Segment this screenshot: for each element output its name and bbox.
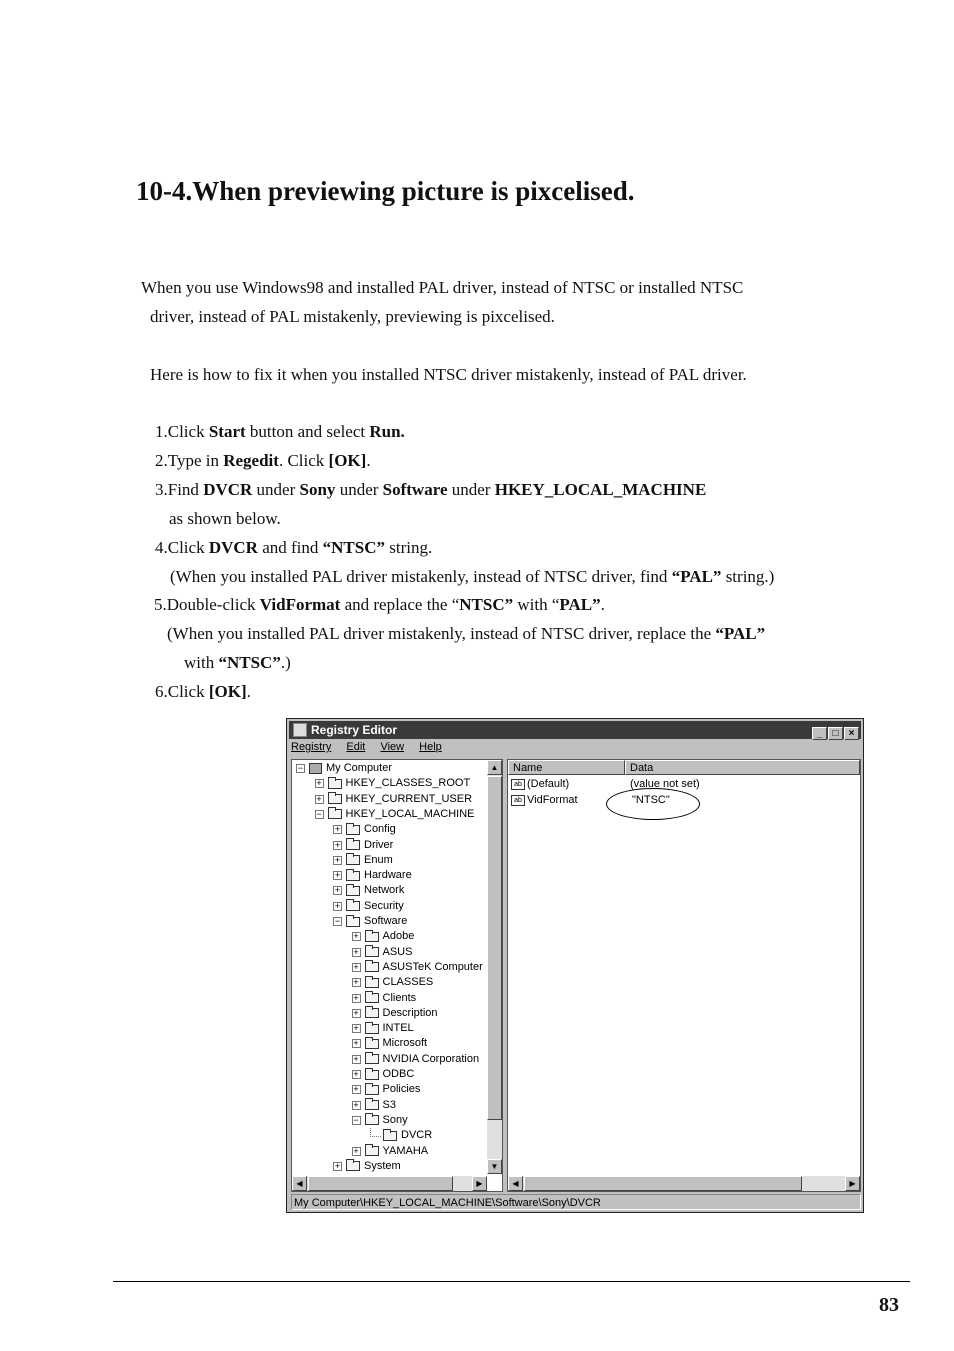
step-3-continuation: as shown below. [169,509,281,528]
tree-item-label: HKEY_CURRENT_USER [345,792,473,805]
tree-item[interactable] [352,1113,408,1128]
maximize-button[interactable]: □ [828,727,843,740]
folder-icon [346,1161,360,1171]
ab-string-icon: ab [511,795,525,806]
tree-item[interactable] [315,807,475,822]
folder-icon [365,1070,379,1080]
tree-item-label: Enum [364,853,393,866]
tree-item-label: Adobe [382,930,415,943]
folder-icon [346,917,360,927]
expand-icon[interactable]: + [353,1053,359,1064]
expand-icon[interactable]: + [353,931,359,942]
tree-vertical-scrollbar[interactable] [487,760,502,1174]
step-6: 6.Click [OK]. [155,682,251,701]
collapse-icon[interactable]: − [334,916,341,926]
tree-item-label: ASUS [382,945,413,958]
step-1: 1.Click Start button and select Run. [155,422,405,441]
menu-bar [291,741,454,757]
folder-icon [365,993,379,1003]
computer-icon [309,763,322,774]
registry-editor-icon [293,723,307,737]
step-5-note-continuation: with “NTSC”.) [184,653,291,672]
window-title: Registry Editor [311,723,398,737]
expand-icon[interactable]: + [334,824,341,835]
folder-icon [346,901,360,911]
folder-icon [346,886,360,896]
folder-icon [365,1115,379,1125]
tree-item-label: Network [364,884,405,897]
tree-horizontal-scrollbar[interactable] [292,1176,487,1191]
tree-item-label: YAMAHA [382,1144,429,1157]
expand-icon[interactable]: + [316,793,322,804]
tree-item[interactable] [315,776,471,791]
folder-icon [328,779,342,789]
menu-edit[interactable]: Edit [346,741,366,753]
tree-vertical-scroll-thumb[interactable] [487,776,502,1120]
tree-horizontal-scroll-thumb[interactable] [308,1176,453,1191]
expand-icon[interactable]: + [353,977,359,988]
tree-item-label: Software [364,915,408,927]
highlight-ellipse [606,788,700,820]
scroll-down-icon[interactable]: ▼ [487,1159,502,1174]
tree-item[interactable] [315,792,473,807]
expand-icon[interactable]: + [353,961,359,972]
folder-icon [365,947,379,957]
ab-string-icon: ab [511,779,525,790]
expand-icon[interactable]: + [316,778,322,789]
expand-icon[interactable]: + [353,1007,359,1018]
step-2: 2.Type in Regedit. Click [OK]. [155,451,371,470]
menu-help[interactable]: Help [419,741,442,753]
folder-icon [346,855,360,865]
tree-item[interactable] [352,1067,415,1082]
tree-item[interactable] [352,975,434,990]
tree-item[interactable] [333,853,393,868]
folder-icon [365,1039,379,1049]
registry-editor-window [286,718,864,1213]
tree-item-label: Clients [382,991,417,1004]
scroll-right-icon[interactable]: ▶ [845,1176,860,1191]
tree-item[interactable] [333,914,407,929]
tree-item-label: Security [364,899,404,912]
tree-item-label: DVCR [401,1129,433,1142]
tree-item-label: Description [382,1006,438,1019]
value-row[interactable] [511,793,578,808]
folder-icon [346,825,360,835]
value-name: VidFormat [527,794,578,806]
section-heading: 10-4.When previewing picture is pixcelised. [136,176,635,206]
expand-icon[interactable]: + [334,870,341,881]
folder-icon [365,1024,379,1034]
tree-item-label: NVIDIA Corporation [382,1052,480,1065]
folder-icon [365,932,379,942]
close-button[interactable]: × [844,727,859,740]
expand-icon[interactable]: + [334,885,341,896]
page-number: 83 [879,1294,899,1316]
value-name: (Default) [527,778,570,790]
tree-item-label: S3 [382,1098,396,1111]
tree-item-label: HKEY_CLASSES_ROOT [345,777,471,790]
column-header-name[interactable]: Name [508,760,625,775]
scroll-right-icon[interactable]: ▶ [472,1176,487,1191]
tree-item-label: Policies [382,1083,421,1096]
folder-icon [365,1054,379,1064]
tree-item-label: ODBC [382,1068,415,1080]
values-list-pane[interactable] [507,759,861,1192]
tree-item-label: Microsoft [382,1037,428,1050]
list-horizontal-scrollbar[interactable] [508,1176,860,1191]
tree-item[interactable] [333,883,404,898]
tree-item[interactable] [352,1021,414,1036]
expand-icon[interactable]: + [353,1038,359,1049]
tree-item-label: INTEL [382,1022,414,1035]
scroll-up-icon[interactable]: ▲ [487,760,502,775]
open-folder-icon [383,1131,397,1141]
expand-icon[interactable]: + [353,946,359,957]
tree-item[interactable] [296,761,392,776]
expand-icon[interactable]: + [353,1023,359,1034]
folder-icon [346,871,360,881]
list-horizontal-scroll-thumb[interactable] [524,1176,802,1191]
step-5-note: (When you installed PAL driver mistakenly, instead of NTSC driver, replace the “PAL” [167,624,766,643]
tree-item[interactable] [352,1082,421,1097]
tree-item-label: Driver [364,838,394,851]
tree-item-label: System [364,1159,401,1172]
tree-item[interactable] [352,1036,428,1051]
tree-item-label: Sony [382,1113,408,1126]
status-bar: My Computer\HKEY_LOCAL_MACHINE\Software\Sony\DVCR [291,1194,861,1210]
scroll-left-icon[interactable]: ◀ [508,1176,523,1191]
step-5: 5.Double-click VidFormat and replace the “NTSC” with “PAL”. [154,595,605,614]
tree-item[interactable] [333,899,404,914]
folder-icon [328,809,342,819]
tree-item[interactable] [333,868,412,883]
tree-item[interactable] [333,822,396,837]
folder-icon [365,1008,379,1018]
scroll-left-icon[interactable]: ◀ [292,1176,307,1191]
folder-icon [346,840,360,850]
step-4: 4.Click DVCR and find “NTSC” string. [155,538,433,557]
tree-item[interactable] [352,929,415,944]
minimize-button[interactable]: _ [812,727,827,740]
tree-item[interactable] [370,1128,432,1143]
menu-registry[interactable]: Registry [291,741,332,753]
intro-line-1: When you use Windows98 and installed PAL driver, instead of NTSC or installed NTSC [141,278,744,297]
collapse-icon[interactable]: − [316,808,322,819]
folder-icon [365,962,379,972]
step-4-note: (When you installed PAL driver mistakenly, instead of NTSC driver, find “PAL” string.) [170,567,775,586]
expand-icon[interactable]: + [334,839,341,850]
tree-item-label: ASUSTeK Computer [382,960,483,973]
tree-item-label: CLASSES [382,976,434,989]
tree-item[interactable] [352,991,417,1006]
step-3: 3.Find DVCR under Sony under Software under HKEY_LOCAL_MACHINE [155,480,707,499]
value-data: (value not set) [630,778,700,790]
tree-item-label: My Computer [326,762,393,774]
collapse-icon[interactable]: − [353,1114,359,1125]
tree-item[interactable] [352,1098,396,1113]
folder-icon [365,1085,379,1095]
tree-item-label: Config [364,823,396,836]
tree-item-label: HKEY_LOCAL_MACHINE [345,807,475,820]
expand-icon[interactable]: + [334,854,341,865]
menu-view[interactable]: View [380,741,405,753]
expand-icon[interactable]: + [353,992,359,1003]
tree-item[interactable] [352,960,483,975]
tree-item[interactable] [333,1159,401,1174]
tree-item[interactable] [352,1144,429,1159]
folder-icon [365,978,379,988]
tree-item[interactable] [352,1052,480,1067]
column-header-data[interactable]: Data [625,760,860,775]
tree-item[interactable] [333,838,393,853]
expand-icon[interactable]: + [334,1160,341,1171]
tree-connector [370,1128,381,1137]
tree-item-label: Hardware [364,869,412,882]
footer-rule [113,1281,910,1282]
tree-item[interactable] [352,1006,438,1021]
value-data: "NTSC" [632,794,670,806]
howto-text: Here is how to fix it when you installed NTSC driver mistakenly, instead of PAL driver. [150,365,747,384]
expand-icon[interactable]: + [353,1145,359,1156]
folder-icon [365,1146,379,1156]
tree-item[interactable] [352,945,413,960]
expand-icon[interactable]: + [353,1084,359,1095]
key-tree-pane[interactable] [291,759,503,1192]
folder-icon [365,1100,379,1110]
collapse-icon[interactable]: − [297,763,304,773]
expand-icon[interactable]: + [353,1099,359,1110]
expand-icon[interactable]: + [353,1069,359,1079]
intro-line-2: driver, instead of PAL mistakenly, previewing is pixcelised. [150,307,555,326]
value-row[interactable] [511,777,569,792]
expand-icon[interactable]: + [334,900,341,911]
title-bar[interactable] [289,721,861,739]
folder-icon [328,794,342,804]
